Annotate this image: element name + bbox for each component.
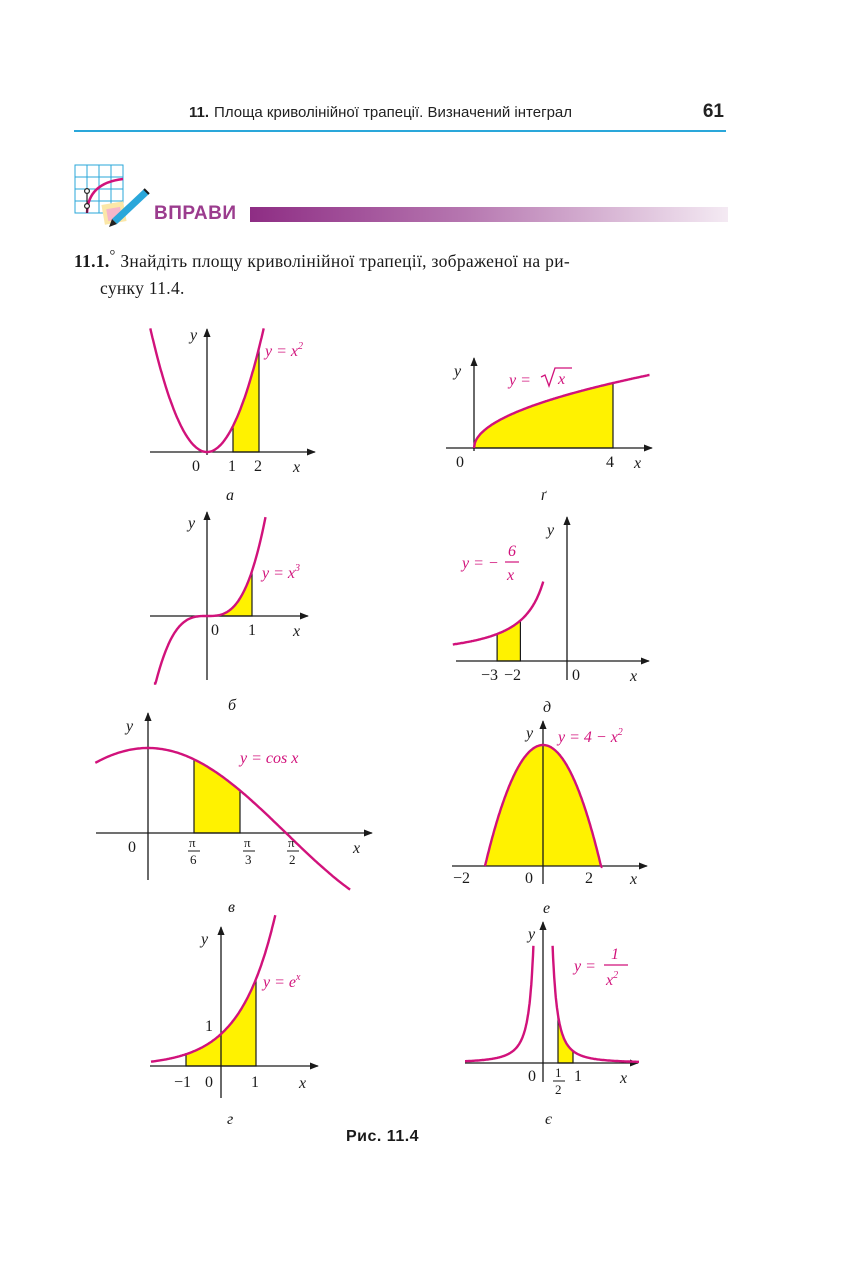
tick-v-pi3-num: π — [244, 835, 251, 850]
tick-label-a-0: 0 — [192, 458, 200, 475]
axis-label-y-b: y — [188, 515, 196, 532]
axis-label-y-e: y — [526, 725, 534, 742]
equation-d-num: 6 — [508, 543, 516, 560]
tick-label-v-pi6 — [188, 835, 200, 867]
tick-label-v-pi2 — [287, 835, 299, 867]
tick-label-e-m2: −2 — [453, 870, 471, 887]
equation-e — [556, 727, 623, 746]
section-title: ВПРАВИ — [154, 203, 237, 224]
tick-label-d-m2: −2 — [504, 667, 522, 684]
axis-label-x-g: x — [634, 455, 642, 472]
sqrt-sign-g — [541, 368, 572, 386]
tick-label-d-0: 0 — [572, 667, 580, 684]
equation-b — [260, 563, 300, 582]
axis-label-y-g: y — [454, 363, 462, 380]
caption-b: б — [228, 697, 237, 714]
subplot-v — [95, 713, 372, 916]
equation-b-base: y = x — [262, 565, 295, 582]
subplot-b — [150, 512, 308, 714]
axis-label-x-b: x — [293, 623, 301, 640]
tick-v-pi2-den: 2 — [289, 852, 296, 867]
curve-h — [151, 915, 275, 1061]
equation-ye-den-exp: 2 — [613, 970, 619, 981]
equation-g: y = — [509, 372, 531, 389]
equation-e-base: y = 4 − x — [558, 729, 618, 746]
tick-label-d-m3: −3 — [481, 667, 499, 684]
axis-label-y-ye: y — [528, 926, 536, 943]
tick-label-ye-0: 0 — [528, 1068, 536, 1085]
tick-label-v-0: 0 — [128, 839, 136, 856]
area-fill-d — [497, 621, 520, 662]
tick-v-pi6-den: 6 — [190, 852, 197, 867]
area-fill-v — [194, 759, 240, 833]
caption-e: е — [543, 900, 551, 917]
tick-label-a-1: 1 — [228, 458, 236, 475]
equation-a-exp: 2 — [298, 341, 303, 352]
axis-label-y-d: y — [547, 522, 555, 539]
equation-ye-den — [605, 970, 618, 989]
axis-label-x-e: x — [630, 871, 638, 888]
area-fill-g — [474, 383, 613, 448]
tick-label-b-1: 1 — [248, 622, 256, 639]
equation-g-arg: x — [558, 371, 566, 388]
caption-v: в — [228, 899, 235, 916]
subplot-a — [150, 327, 315, 504]
chapter-number: 11. — [189, 104, 210, 121]
tick-label-g-0: 0 — [456, 454, 464, 471]
tick-label-h-0: 0 — [205, 1074, 213, 1091]
subplot-d — [453, 517, 649, 716]
subplot-g — [446, 358, 652, 504]
subplot-e — [452, 721, 647, 917]
equation-h — [261, 972, 301, 991]
caption-d: д — [543, 699, 552, 716]
figure-caption: Рис. 11.4 — [346, 1128, 420, 1145]
subplot-h — [150, 915, 318, 1128]
tick-label-h-y1: 1 — [205, 1018, 213, 1035]
axis-label-x-d: x — [630, 668, 638, 685]
tick-ye-half-den: 2 — [555, 1082, 562, 1097]
tick-label-b-0: 0 — [211, 622, 219, 639]
axis-label-x-v: x — [353, 840, 361, 857]
caption-a: а — [226, 487, 234, 504]
tick-label-ye-1: 1 — [574, 1068, 582, 1085]
axis-label-y-a: y — [190, 327, 198, 344]
equation-h-base: y = e — [263, 974, 296, 991]
equation-e-exp: 2 — [617, 727, 623, 738]
equation-h-exp: x — [296, 972, 301, 983]
tick-v-pi2-num: π — [288, 835, 295, 850]
chapter-title: Площа криволінійної трапеції. Визначений інтеграл — [214, 104, 573, 121]
equation-ye: y = — [574, 958, 596, 975]
axis-label-y-h: y — [201, 931, 209, 948]
equation-d: y = − — [462, 555, 499, 572]
equation-d-den: x — [507, 567, 515, 584]
caption-ye: є — [545, 1111, 552, 1128]
tick-label-ye-half — [553, 1065, 565, 1097]
task-text-line1: Знайдіть площу криволінійної трапеції, зображеної на ри- — [115, 250, 570, 271]
task-marker: ° — [109, 248, 116, 264]
tick-v-pi3-den: 3 — [245, 852, 252, 867]
tick-label-v-pi3 — [243, 835, 255, 867]
tick-label-e-2: 2 — [585, 870, 593, 887]
tick-label-h-m1: −1 — [174, 1074, 192, 1091]
subplot-ye — [465, 922, 639, 1128]
page-number: 61 — [702, 101, 724, 122]
axis-label-x-a: x — [293, 459, 301, 476]
tick-v-pi6-num: π — [189, 835, 196, 850]
task-number: 11.1. — [74, 250, 110, 271]
caption-g: ґ — [541, 487, 547, 504]
tick-ye-half-num: 1 — [555, 1065, 562, 1080]
equation-v: y = cos x — [240, 750, 299, 767]
equation-ye-den-base: x — [606, 972, 614, 989]
task-text-line2: сунку 11.4. — [100, 277, 185, 298]
tick-label-h-1: 1 — [251, 1074, 259, 1091]
equation-a — [263, 341, 303, 360]
tick-label-g-4: 4 — [606, 454, 614, 471]
axis-label-x-h: x — [299, 1075, 307, 1092]
equation-a-base: y = x — [265, 343, 298, 360]
equation-ye-num: 1 — [611, 946, 619, 963]
equation-b-exp: 3 — [295, 563, 300, 574]
tick-label-a-2: 2 — [254, 458, 262, 475]
axis-label-y-v: y — [126, 718, 134, 735]
caption-h: г — [227, 1111, 234, 1128]
curve-ye-left-branch — [465, 946, 533, 1061]
axis-label-x-ye: x — [620, 1070, 628, 1087]
tick-label-e-0: 0 — [525, 870, 533, 887]
